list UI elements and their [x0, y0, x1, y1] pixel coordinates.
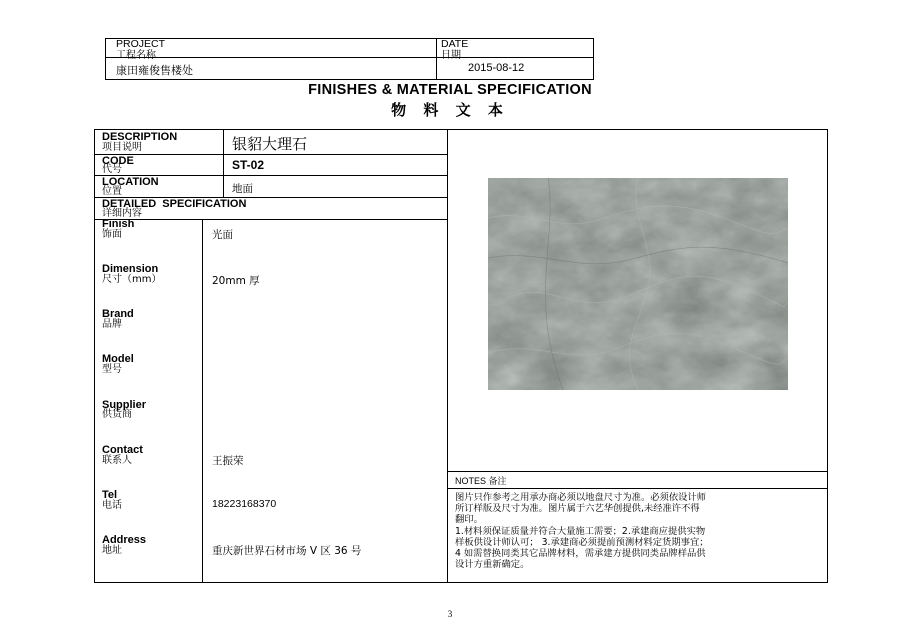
dimension-label-zh: 尺寸（mm） [102, 274, 162, 285]
dimension-value: 20mm 厚 [212, 275, 260, 287]
location-label-zh: 位置 [102, 186, 122, 197]
notes-line: 翻印。 [455, 514, 483, 526]
notes-line: 图片只作参考之用承办商必须以地盘尺寸为准。必须依设计师 [455, 492, 707, 503]
description-label-en: DESCRIPTION [102, 131, 178, 143]
finish-label-en: Finish [102, 218, 135, 230]
date-label-en: DATE [441, 38, 469, 50]
notes-line: 所订样版及尺寸为准。图片属于六艺华创提供,未经准许不得 [455, 503, 700, 515]
project-label-en: PROJECT [116, 38, 166, 50]
contact-label-zh: 联系人 [102, 455, 132, 466]
dimension-label-en: Dimension [102, 263, 159, 275]
code-label-zh: 代号 [102, 164, 122, 175]
description-label-zh: 项目说明 [102, 142, 142, 153]
notes-label: NOTES 备注 [455, 476, 507, 486]
location-value: 地面 [232, 183, 253, 195]
model-label-zh: 型号 [102, 364, 122, 375]
material-swatch-image [488, 178, 788, 390]
supplier-label-en: Supplier [102, 399, 147, 411]
brand-label-zh: 品牌 [102, 319, 122, 330]
supplier-label-zh: 供货商 [102, 409, 132, 420]
page-title-en: FINISHES & MATERIAL SPECIFICATION [308, 82, 592, 98]
tel-label-en: Tel [102, 489, 118, 501]
brand-label-en: Brand [102, 308, 134, 320]
address-label-zh: 地址 [102, 545, 122, 556]
location-label-en: LOCATION [102, 176, 159, 188]
page-number: 3 [447, 609, 453, 619]
address-label-en: Address [102, 534, 147, 546]
model-label-en: Model [102, 353, 134, 365]
date-label-zh: 日期 [441, 50, 461, 61]
notes-line: 样板供设计师认可； 3.承建商必须提前预测材料定货期事宜； [455, 536, 709, 548]
notes-line: 设计方重新确定。 [455, 559, 530, 571]
contact-value: 王振荣 [212, 455, 244, 467]
project-value: 康田雍俊售楼处 [116, 64, 193, 77]
notes-body [455, 492, 825, 570]
description-value: 银貂大理石 [232, 135, 308, 153]
project-label-zh: 工程名称 [116, 50, 156, 61]
page-title-zh: 物 料 文 本 [391, 101, 509, 119]
detailed-spec-label-en: DETAILED SPECIFICATION [102, 198, 247, 210]
address-value: 重庆新世界石材市场 V 区 36 号 [212, 545, 362, 557]
finish-label-zh: 饰面 [102, 229, 122, 240]
code-value: ST-02 [232, 158, 265, 172]
tel-value: 18223168370 [212, 498, 277, 510]
contact-label-en: Contact [102, 444, 143, 456]
tel-label-zh: 电话 [102, 500, 122, 511]
date-value: 2015-08-12 [468, 62, 525, 74]
notes-line: 4 如需替换同类其它品牌材料，需承建方提供同类品牌样品供 [455, 548, 706, 560]
notes-line: 1.材料须保证质量并符合大量施工需要；2.承建商应提供实物 [455, 525, 706, 537]
detailed-spec-label-zh: 详细内容 [102, 208, 142, 219]
code-label-en: CODE [102, 155, 134, 167]
finish-value: 光面 [212, 229, 233, 241]
